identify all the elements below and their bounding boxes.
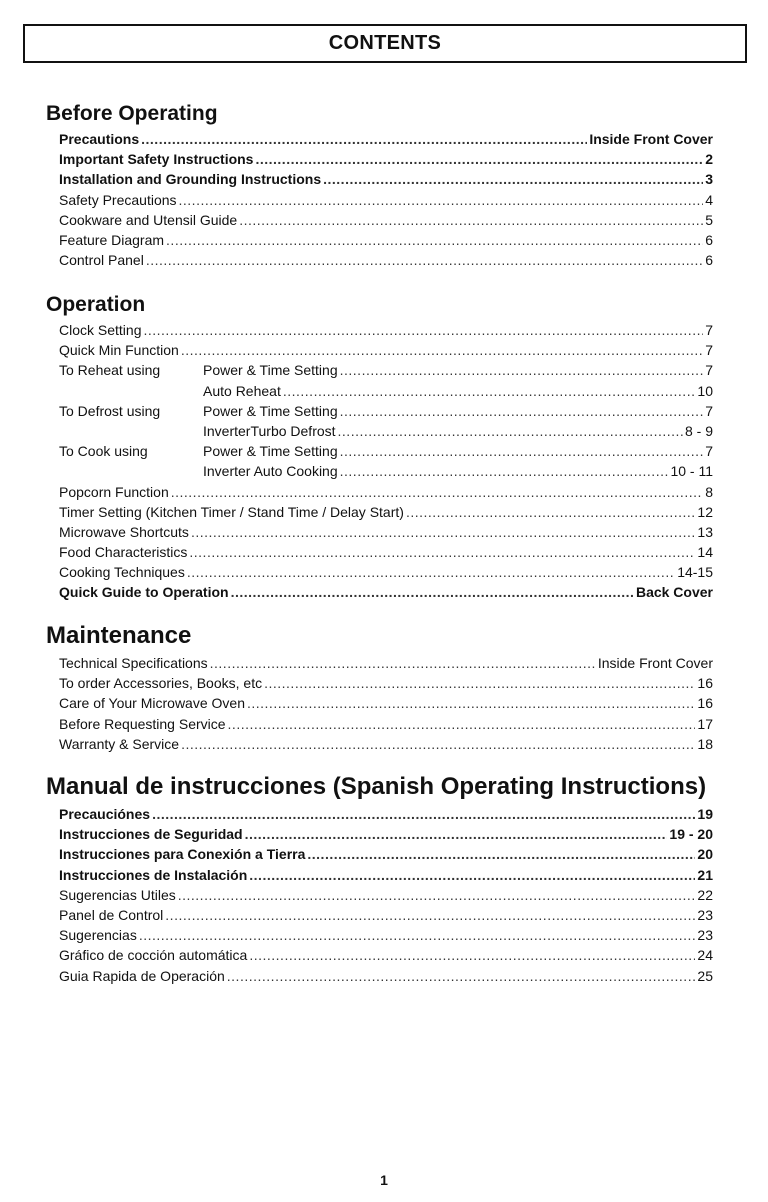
toc-entry-label: Power & Time Setting [203,362,338,379]
dot-leader [247,693,695,713]
toc-entry-label: Warranty & Service [59,735,180,752]
toc-entry [59,844,713,864]
toc-entry-page: 6 [705,231,713,248]
toc-entry-label: Inverter Auto Cooking [203,463,338,480]
toc-entry-page: 6 [705,252,713,269]
section-before-operating [46,98,716,270]
toc-entry [59,734,713,754]
toc-entry-page: Back Cover [635,584,713,601]
section-heading: Manual de instrucciones (Spanish Operating Instructions) [46,773,707,800]
dot-leader [245,824,668,844]
dot-leader [166,230,703,250]
toc-entry-label: Cooking Techniques [59,564,185,581]
toc-entry-page: 16 [697,695,713,712]
section-heading: Before Operating [46,102,218,125]
dot-leader [338,421,683,441]
toc-entry-label: Panel de Control [59,906,164,923]
toc-list [59,320,713,603]
toc-entry-page: Inside Front Cover [589,131,713,147]
toc-entry-label: Quick Min Function [59,342,179,359]
toc-entry-label: Food Characteristics [59,544,188,561]
toc-entry [59,885,713,905]
toc-entry-label: Microwave Shortcuts [59,523,189,540]
toc-entry-page: 18 [697,735,713,752]
toc-entry-page: 4 [705,191,713,208]
toc-entry-label: Clock Setting [59,322,142,338]
toc-entry [59,482,713,502]
dot-leader [255,149,703,169]
dot-leader [141,129,587,149]
toc-entry-page: 7 [705,322,713,338]
dot-leader [283,381,696,401]
toc-entry-page: Inside Front Cover [597,655,713,671]
toc-entry-label: Popcorn Function [59,483,169,500]
toc-entry [59,945,713,965]
toc-entry [59,562,713,582]
toc-entry-label: Power & Time Setting [203,402,338,419]
dot-leader [231,582,634,602]
toc-entry-label: Quick Guide to Operation [59,584,229,601]
dot-leader [249,865,695,885]
dot-leader [191,522,695,542]
toc-entry [59,865,713,885]
dot-leader [307,844,695,864]
toc-entry-page: 7 [705,402,713,419]
toc-entry [59,190,713,210]
toc-entry-label: Installation and Grounding Instructions [59,171,322,188]
toc-entry-label: Precauciónes [59,806,151,822]
toc-entry [59,169,713,189]
toc-entry-page: 8 - 9 [684,422,713,439]
toc-entry-page: 3 [705,171,713,188]
toc-entry-label: Technical Specifications [59,655,208,671]
toc-entry [59,461,713,481]
toc-entry [59,149,713,169]
toc-list [59,804,713,986]
toc-entry [59,502,713,522]
toc-entry [59,714,713,734]
dot-leader [239,210,703,230]
dot-leader [152,804,695,824]
toc-entry-method: To Cook using [59,443,148,460]
toc-entry [59,129,713,149]
dot-leader [340,441,704,461]
dot-leader [227,966,696,986]
toc-entry [59,653,713,673]
toc-entry [59,360,713,380]
toc-entry-label: Before Requesting Service [59,715,226,732]
toc-entry-page: 19 [697,806,713,822]
dot-leader [181,340,703,360]
toc-entry-label: Control Panel [59,252,144,269]
toc-entry [59,925,713,945]
toc-entry [59,905,713,925]
toc-entry-page: 10 - 11 [670,463,713,480]
toc-entry-page: 19 - 20 [669,826,713,843]
toc-entry [59,824,713,844]
page-title: CONTENTS [328,32,442,54]
toc-entry [59,340,713,360]
dot-leader [187,562,675,582]
dot-leader [143,320,703,340]
toc-entry [59,441,713,461]
toc-entry-page: 24 [697,947,713,964]
toc-entry-label: Guia Rapida de Operación [59,967,225,984]
toc-entry-page: 21 [697,866,713,883]
contents-title-box [23,24,747,63]
dot-leader [249,945,695,965]
toc-entry-page: 7 [705,342,713,359]
toc-entry-page: 16 [697,675,713,692]
toc-entry-label: Safety Precautions [59,191,177,208]
toc-entry-label: Care of Your Microwave Oven [59,695,245,712]
page-number: 1 [380,1172,388,1188]
section-operation [46,289,716,603]
toc-entry [59,320,713,340]
dot-leader [406,502,695,522]
toc-entry-label: Power & Time Setting [203,443,338,460]
toc-entry [59,401,713,421]
dot-leader [340,401,704,421]
toc-entry-label: Instrucciones de Instalación [59,866,248,883]
toc-entry [59,804,713,824]
toc-entry-page: 10 [697,382,713,399]
toc-entry-label: Instrucciones de Seguridad [59,826,243,843]
toc-entry [59,693,713,713]
toc-entry-page: 14-15 [677,564,713,581]
toc-entry [59,673,713,693]
toc-entry-label: Instrucciones para Conexión a Tierra [59,846,306,863]
dot-leader [146,250,703,270]
toc-entry-method: To Defrost using [59,402,161,419]
toc-entry-page: 20 [697,846,713,863]
dot-leader [165,905,695,925]
toc-entry [59,966,713,986]
toc-entry-page: 7 [705,362,713,379]
dot-leader [171,482,703,502]
toc-entry-label: Sugerencias [59,927,137,944]
toc-entry-page: 12 [697,503,713,520]
toc-entry [59,582,713,602]
toc-entry-label: Sugerencias Utiles [59,886,176,903]
toc-entry-label: Timer Setting (Kitchen Timer / Stand Time / Delay Start) [59,503,404,520]
toc-entry-page: 23 [697,906,713,923]
toc-entry [59,542,713,562]
toc-entry-label: Important Safety Instructions [59,151,254,168]
toc-entry-label: InverterTurbo Defrost [203,422,336,439]
toc-entry-page: 22 [697,886,713,903]
toc-entry-page: 14 [697,544,713,561]
section-heading: Operation [46,293,146,316]
toc-entry [59,381,713,401]
toc-entry-page: 17 [697,715,713,732]
section-maintenance [46,619,716,754]
dot-leader [210,653,596,673]
dot-leader [179,190,704,210]
toc-entry-page: 23 [697,927,713,944]
dot-leader [189,542,695,562]
toc-list [59,653,713,754]
toc-entry-page: 25 [697,967,713,984]
toc-entry-label: Gráfico de cocción automática [59,947,248,964]
toc-entry [59,421,713,441]
dot-leader [139,925,696,945]
toc-entry-label: Feature Diagram [59,231,165,248]
toc-entry [59,210,713,230]
dot-leader [340,360,704,380]
toc-entry-page: 8 [705,483,713,500]
toc-entry-page: 2 [705,151,713,168]
toc-entry [59,522,713,542]
toc-entry [59,250,713,270]
toc-entry-label: To order Accessories, Books, etc [59,675,263,692]
toc-list [59,129,713,270]
dot-leader [228,714,696,734]
dot-leader [178,885,696,905]
dot-leader [340,461,669,481]
toc-entry-label: Cookware and Utensil Guide [59,211,238,228]
dot-leader [323,169,703,189]
section-heading: Maintenance [46,622,192,649]
toc-entry [59,230,713,250]
toc-entry-page: 5 [705,211,713,228]
section-spanish [46,770,716,986]
dot-leader [181,734,695,754]
toc-entry-label: Precautions [59,131,140,147]
toc-entry-method: To Reheat using [59,362,161,379]
dot-leader [264,673,695,693]
toc-entry-page: 7 [705,443,713,460]
toc-entry-page: 13 [697,523,713,540]
toc-entry-label: Auto Reheat [203,382,281,399]
